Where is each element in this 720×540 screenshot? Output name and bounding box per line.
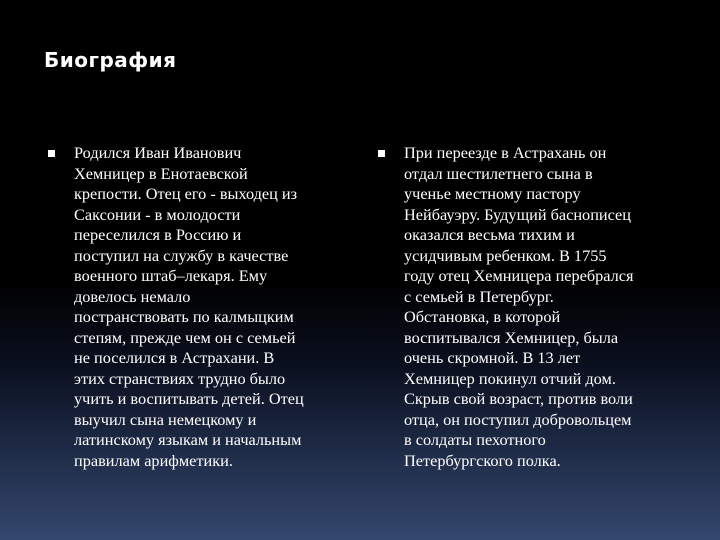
text-line: воспитывался Хемницер, была <box>404 327 619 347</box>
text-line: очень скромной. В 13 лет <box>404 348 581 367</box>
text-line: отдал шестилетнего сына в <box>404 163 593 183</box>
text-line: постранствовать по калмыцким <box>74 307 294 326</box>
text-line: Хемницер в Енотаевской <box>74 163 248 183</box>
text-line: Скрыв свой возраст, против воли <box>404 389 633 408</box>
square-bullet-icon <box>48 150 55 157</box>
text-line: этих странствиях трудно было <box>74 368 286 388</box>
slide-title: Биография <box>44 48 177 72</box>
left-column <box>48 143 348 471</box>
text-line: При переезде в Астрахань он <box>404 143 607 162</box>
text-line: с семьей в Петербург. <box>404 286 554 306</box>
text-line: не поселился в Астрахани. В <box>74 348 275 367</box>
text-line: учить и воспитывать детей. Отец <box>74 389 304 408</box>
text-line: военного штаб–лекаря. Ему <box>74 266 268 285</box>
text-line: Хемницер покинул отчий дом. <box>404 368 616 388</box>
text-line: выучил сына немецкому и <box>74 409 257 429</box>
text-line: Нейбауэру. Будущий баснописец <box>404 204 631 224</box>
text-line: году отец Хемницера перебрался <box>404 266 634 285</box>
text-line: поступил на службу в качестве <box>74 245 289 265</box>
text-line: Родился Иван Иванович <box>74 143 242 162</box>
text-line: в солдаты пехотного <box>404 430 546 449</box>
text-line: усидчивым ребенком. В 1755 <box>404 245 607 265</box>
right-column <box>378 143 678 471</box>
right-column-text <box>404 143 686 471</box>
text-line: ученье местному пастору <box>404 184 581 203</box>
text-line: оказался весьма тихим и <box>404 225 575 244</box>
text-line: переселился в Россию и <box>74 225 242 244</box>
square-bullet-icon <box>378 150 385 157</box>
left-column-text <box>74 143 356 471</box>
text-line: крепости. Отец его - выходец из <box>74 184 298 203</box>
text-line: латинскому языкам и начальным <box>74 430 302 449</box>
text-line: Петербургского полка. <box>404 450 561 470</box>
text-line: правилам арифметики. <box>74 450 233 470</box>
text-line: степям, прежде чем он с семьей <box>74 327 296 347</box>
text-line: Саксонии - в молодости <box>74 204 241 224</box>
text-line: довелось немало <box>74 286 191 306</box>
text-line: отца, он поступил добровольцем <box>404 409 632 429</box>
text-line: Обстановка, в которой <box>404 307 561 326</box>
